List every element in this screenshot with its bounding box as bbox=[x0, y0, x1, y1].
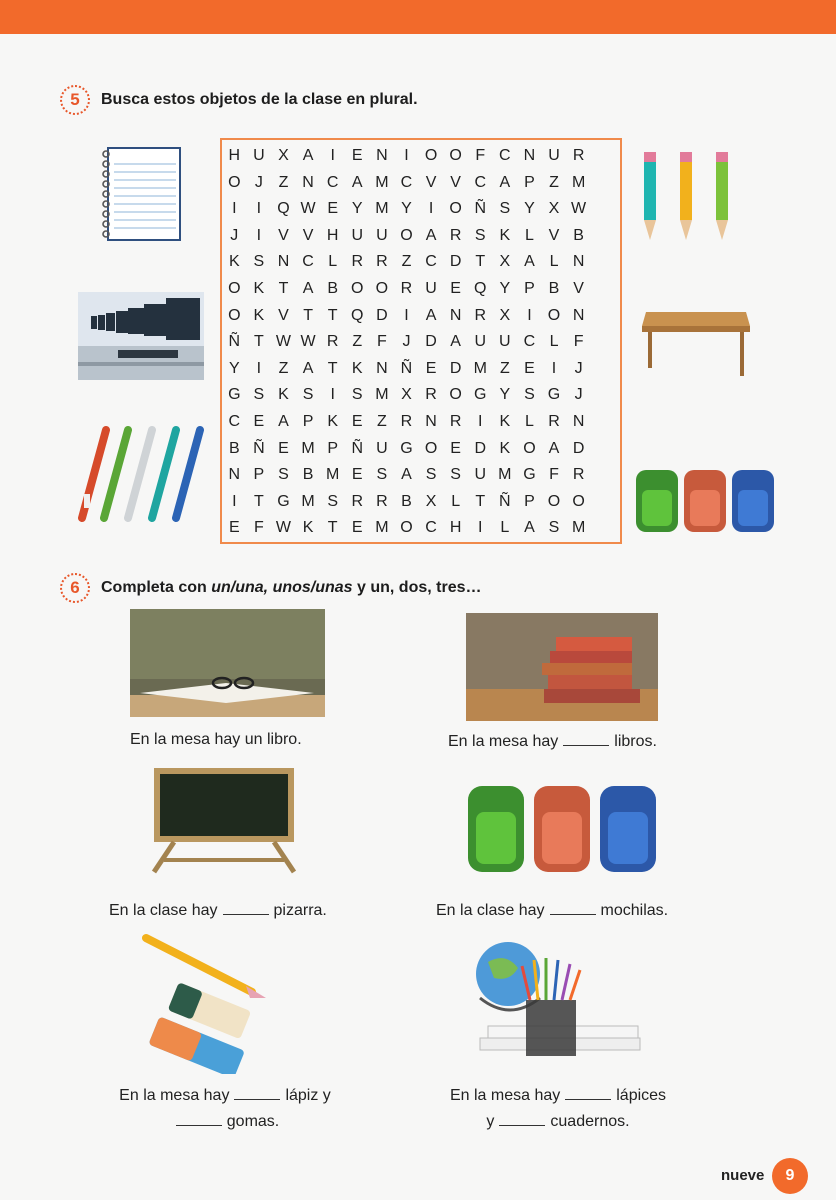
grid-letter[interactable]: Z bbox=[278, 359, 289, 377]
grid-letter[interactable]: S bbox=[474, 226, 486, 244]
grid-letter[interactable]: O bbox=[400, 226, 413, 244]
grid-letter[interactable]: N bbox=[572, 306, 585, 324]
grid-letter[interactable]: X bbox=[548, 200, 560, 218]
grid-letter[interactable]: P bbox=[253, 466, 265, 484]
sentence-2-before: En la mesa hay bbox=[448, 733, 559, 750]
grid-letter[interactable]: A bbox=[351, 173, 363, 191]
grid-letter[interactable]: U bbox=[499, 333, 511, 351]
grid-letter[interactable]: R bbox=[376, 253, 388, 271]
grid-letter[interactable]: A bbox=[302, 359, 314, 377]
grid-letter[interactable]: B bbox=[302, 466, 314, 484]
exercise-5-title: Busca estos objetos de la clase en plural. bbox=[101, 91, 418, 108]
grid-letter[interactable]: X bbox=[401, 386, 412, 404]
grid-letter[interactable]: L bbox=[524, 412, 534, 430]
grid-letter[interactable]: O bbox=[523, 439, 536, 457]
grid-letter[interactable]: P bbox=[524, 492, 535, 510]
grid-letter[interactable]: I bbox=[330, 147, 335, 164]
grid-letter[interactable]: A bbox=[278, 412, 289, 430]
grid-letter[interactable]: N bbox=[425, 412, 437, 430]
grid-letter[interactable]: Ñ bbox=[351, 439, 364, 457]
grid-letter[interactable]: Y bbox=[499, 386, 511, 404]
sentence-2 bbox=[448, 729, 688, 755]
grid-letter[interactable]: V bbox=[450, 173, 461, 191]
grid-letter[interactable]: C bbox=[523, 333, 536, 351]
grid-letter[interactable]: J bbox=[574, 386, 583, 404]
grid-letter[interactable]: O bbox=[375, 279, 389, 297]
grid-letter[interactable]: U bbox=[425, 279, 437, 297]
grid-letter[interactable]: Y bbox=[401, 200, 412, 218]
globe-pencils-photo bbox=[468, 938, 648, 1066]
grid-letter[interactable]: T bbox=[303, 306, 313, 324]
grid-letter[interactable]: Ñ bbox=[400, 359, 413, 377]
grid-letter[interactable]: Q bbox=[474, 279, 487, 297]
sentence-5-blank-2[interactable] bbox=[176, 1111, 222, 1126]
grid-letter[interactable]: Y bbox=[228, 359, 240, 377]
grid-letter[interactable]: A bbox=[524, 253, 535, 271]
grid-letter[interactable]: G bbox=[523, 466, 536, 484]
grid-letter[interactable]: T bbox=[254, 333, 264, 351]
backpacks-picture bbox=[632, 460, 778, 536]
grid-row bbox=[222, 303, 620, 330]
sentence-3-after: pizarra. bbox=[273, 902, 327, 919]
grid-letter[interactable]: M bbox=[375, 173, 389, 191]
grid-letter[interactable]: X bbox=[499, 306, 511, 324]
grid-letter[interactable]: S bbox=[327, 492, 338, 510]
grid-row bbox=[222, 436, 620, 463]
grid-row bbox=[222, 170, 620, 197]
grid-letter[interactable]: M bbox=[571, 173, 586, 191]
sentence-1 bbox=[130, 727, 335, 753]
grid-letter[interactable]: C bbox=[228, 412, 241, 430]
grid-row bbox=[222, 143, 620, 170]
grid-letter[interactable]: N bbox=[228, 466, 241, 484]
exercise-6-title-prefix: Completa con bbox=[101, 579, 212, 596]
grid-letter[interactable]: I bbox=[256, 359, 262, 377]
grid-letter[interactable]: H bbox=[326, 226, 339, 244]
exercise-6-number: 6 bbox=[60, 573, 90, 603]
grid-letter[interactable]: S bbox=[302, 386, 314, 404]
grid-letter[interactable]: K bbox=[327, 412, 338, 430]
grid-letter[interactable]: I bbox=[527, 306, 532, 324]
grid-letter[interactable]: X bbox=[278, 147, 289, 164]
grid-letter[interactable]: C bbox=[302, 253, 314, 271]
grid-letter[interactable]: K bbox=[278, 386, 289, 404]
grid-row bbox=[222, 223, 620, 250]
grid-letter[interactable]: I bbox=[478, 412, 483, 430]
sentence-5-after: lápiz y bbox=[285, 1087, 331, 1104]
grid-letter[interactable]: N bbox=[302, 173, 314, 191]
grid-letter[interactable]: T bbox=[254, 492, 264, 510]
grid-letter[interactable]: G bbox=[474, 386, 487, 404]
grid-letter[interactable]: V bbox=[425, 173, 437, 191]
grid-letter[interactable]: H bbox=[228, 147, 241, 164]
sentence-5-line-1 bbox=[100, 1083, 350, 1109]
grid-letter[interactable]: E bbox=[450, 439, 461, 457]
grid-letter[interactable]: T bbox=[327, 306, 338, 324]
grid-letter[interactable]: G bbox=[547, 386, 561, 404]
grid-letter[interactable]: S bbox=[278, 466, 289, 484]
grid-letter[interactable]: W bbox=[300, 333, 316, 351]
pencils-picture bbox=[636, 148, 748, 244]
grid-letter[interactable]: E bbox=[228, 519, 240, 537]
grid-letter[interactable]: Z bbox=[352, 333, 363, 351]
grid-letter[interactable]: F bbox=[475, 147, 486, 164]
grid-letter[interactable]: L bbox=[451, 492, 461, 510]
grid-letter[interactable]: F bbox=[376, 333, 387, 351]
sentence-6-before: En la mesa hay bbox=[449, 1087, 561, 1104]
grid-letter[interactable]: C bbox=[499, 147, 511, 164]
grid-letter[interactable]: K bbox=[253, 279, 265, 297]
sentence-4-after: mochilas. bbox=[600, 902, 669, 919]
grid-letter[interactable]: L bbox=[549, 333, 559, 351]
sentence-2-after: libros. bbox=[614, 733, 657, 750]
grid-letter[interactable]: A bbox=[302, 147, 314, 164]
grid-letter[interactable]: E bbox=[253, 412, 265, 430]
grid-letter[interactable]: N bbox=[572, 253, 585, 271]
grid-letter[interactable]: I bbox=[232, 200, 237, 218]
grid-letter[interactable]: G bbox=[277, 492, 290, 510]
grid-letter[interactable]: N bbox=[277, 253, 290, 271]
grid-letter[interactable]: V bbox=[278, 226, 289, 244]
grid-letter[interactable]: C bbox=[425, 519, 437, 537]
sentence-1-text: En la mesa hay un libro. bbox=[130, 731, 302, 748]
grid-letter[interactable]: E bbox=[425, 359, 437, 377]
grid-letter[interactable]: U bbox=[376, 226, 388, 244]
grid-letter[interactable]: J bbox=[574, 359, 583, 377]
grid-letter[interactable]: A bbox=[499, 173, 511, 191]
sentence-5-line-2-after: gomas. bbox=[226, 1113, 280, 1130]
grid-letter[interactable]: T bbox=[278, 279, 289, 297]
grid-letter[interactable]: B bbox=[327, 279, 338, 297]
grid-letter[interactable]: Y bbox=[524, 200, 535, 218]
grid-letter[interactable]: I bbox=[256, 226, 262, 244]
grid-letter[interactable]: N bbox=[449, 306, 462, 324]
grid-letter[interactable]: T bbox=[475, 253, 486, 271]
grid-letter[interactable]: Y bbox=[499, 279, 511, 297]
grid-row bbox=[222, 196, 620, 223]
sentence-6-line-2-before: y bbox=[486, 1113, 495, 1130]
grid-letter[interactable]: E bbox=[351, 466, 363, 484]
grid-letter[interactable]: O bbox=[449, 200, 462, 218]
grid-row bbox=[222, 249, 620, 276]
sentence-6-line-2 bbox=[430, 1109, 686, 1135]
sentence-4-blank[interactable] bbox=[550, 900, 596, 915]
exercise-6-title-suffix: y un, dos, tres… bbox=[352, 579, 482, 596]
grid-letter[interactable]: B bbox=[401, 492, 412, 510]
exercise-6-title-italic: un/una, unos/unas bbox=[211, 579, 353, 596]
grid-letter[interactable]: P bbox=[524, 279, 535, 297]
grid-letter[interactable]: R bbox=[572, 147, 585, 164]
word-search-grid bbox=[220, 138, 622, 544]
grid-letter[interactable]: R bbox=[351, 253, 364, 271]
grid-letter[interactable]: U bbox=[351, 226, 364, 244]
sentence-5-blank-1[interactable] bbox=[234, 1085, 280, 1100]
grid-letter[interactable]: M bbox=[473, 359, 487, 377]
sentence-6-blank-1[interactable] bbox=[565, 1085, 611, 1100]
grid-letter[interactable]: J bbox=[254, 173, 263, 191]
grid-row bbox=[222, 382, 620, 409]
grid-letter[interactable]: U bbox=[474, 466, 487, 484]
sentence-5 bbox=[100, 1083, 350, 1135]
sentence-2-blank[interactable] bbox=[563, 731, 609, 746]
grid-letter[interactable]: I bbox=[330, 386, 335, 404]
grid-letter[interactable]: B bbox=[573, 226, 584, 244]
grid-letter[interactable]: S bbox=[450, 466, 461, 484]
grid-letter[interactable]: Y bbox=[351, 200, 363, 218]
grid-row bbox=[222, 356, 620, 383]
grid-letter[interactable]: X bbox=[425, 492, 437, 510]
grid-letter[interactable]: L bbox=[524, 226, 534, 244]
grid-letter[interactable]: I bbox=[428, 200, 434, 218]
grid-letter[interactable]: R bbox=[425, 386, 437, 404]
grid-letter[interactable]: S bbox=[253, 253, 265, 271]
grid-letter[interactable]: K bbox=[253, 306, 265, 324]
grid-letter[interactable]: D bbox=[376, 306, 388, 324]
grid-letter[interactable]: G bbox=[228, 386, 241, 404]
grid-letter[interactable]: R bbox=[400, 279, 413, 297]
grid-letter[interactable]: R bbox=[449, 412, 462, 430]
grid-letter[interactable]: T bbox=[327, 359, 338, 377]
grid-letter[interactable]: Ñ bbox=[499, 492, 511, 510]
grid-letter[interactable]: R bbox=[572, 466, 585, 484]
grid-letter[interactable]: M bbox=[301, 439, 315, 457]
grid-letter[interactable]: M bbox=[301, 492, 315, 510]
grid-letter[interactable]: E bbox=[351, 147, 363, 164]
grid-letter[interactable]: S bbox=[548, 519, 560, 537]
grid-letter[interactable]: M bbox=[326, 466, 340, 484]
table-picture bbox=[638, 308, 754, 382]
grid-letter[interactable]: F bbox=[573, 333, 584, 351]
grid-letter[interactable]: R bbox=[376, 492, 388, 510]
grid-letter[interactable]: E bbox=[351, 519, 363, 537]
page-number-word: nueve bbox=[721, 1167, 765, 1184]
grid-letter[interactable]: N bbox=[523, 147, 536, 164]
grid-letter[interactable]: F bbox=[549, 466, 559, 484]
grid-letter[interactable]: T bbox=[327, 519, 338, 537]
grid-letter[interactable]: T bbox=[475, 492, 486, 510]
sentence-5-before: En la mesa hay bbox=[119, 1087, 230, 1104]
grid-letter[interactable]: D bbox=[425, 333, 437, 351]
grid-letter[interactable]: O bbox=[547, 306, 561, 324]
grid-letter[interactable]: I bbox=[404, 147, 409, 164]
grid-letter[interactable]: E bbox=[450, 279, 461, 297]
grid-letter[interactable]: P bbox=[327, 439, 338, 457]
grid-letter[interactable]: R bbox=[449, 226, 462, 244]
grid-letter[interactable]: E bbox=[351, 412, 363, 430]
grid-letter[interactable]: Z bbox=[499, 359, 510, 377]
grid-letter[interactable]: S bbox=[499, 200, 511, 218]
grid-letter[interactable]: Z bbox=[376, 412, 387, 430]
grid-letter[interactable]: E bbox=[327, 200, 338, 218]
grid-letter[interactable]: Ñ bbox=[228, 333, 241, 351]
grid-letter[interactable]: A bbox=[524, 519, 535, 537]
grid-letter[interactable]: A bbox=[425, 226, 437, 244]
grid-letter[interactable]: C bbox=[326, 173, 339, 191]
grid-letter[interactable]: R bbox=[548, 412, 560, 430]
grid-letter[interactable]: S bbox=[351, 386, 363, 404]
grid-letter[interactable]: I bbox=[256, 200, 262, 218]
grid-letter[interactable]: K bbox=[302, 519, 314, 537]
grid-letter[interactable]: O bbox=[351, 279, 364, 297]
grid-letter[interactable]: Z bbox=[401, 253, 412, 271]
grid-letter[interactable]: B bbox=[228, 439, 240, 457]
grid-letter[interactable]: P bbox=[302, 412, 314, 430]
grid-letter[interactable]: U bbox=[376, 439, 388, 457]
grid-letter[interactable]: G bbox=[400, 439, 413, 457]
grid-letter[interactable]: E bbox=[524, 359, 535, 377]
grid-letter[interactable]: K bbox=[499, 439, 511, 457]
grid-letter[interactable]: M bbox=[498, 466, 512, 484]
grid-row bbox=[222, 329, 620, 356]
grid-letter[interactable]: M bbox=[375, 200, 389, 218]
grid-letter[interactable]: K bbox=[351, 359, 363, 377]
grid-letter[interactable]: J bbox=[402, 333, 411, 351]
pencil-erasers-photo bbox=[140, 932, 275, 1074]
grid-letter[interactable]: O bbox=[424, 439, 438, 457]
grid-letter[interactable]: U bbox=[474, 333, 487, 351]
grid-letter[interactable]: A bbox=[425, 306, 437, 324]
grid-letter[interactable]: L bbox=[549, 253, 559, 271]
grid-letter[interactable]: O bbox=[449, 386, 462, 404]
grid-letter[interactable]: N bbox=[376, 147, 388, 164]
grid-letter[interactable]: D bbox=[474, 439, 487, 457]
grid-letter[interactable]: W bbox=[275, 519, 292, 537]
grid-letter[interactable]: O bbox=[400, 519, 413, 537]
grid-letter[interactable]: H bbox=[449, 519, 462, 537]
grid-letter[interactable]: Q bbox=[277, 200, 290, 218]
grid-letter[interactable]: S bbox=[425, 466, 437, 484]
grid-letter[interactable]: W bbox=[300, 200, 316, 218]
grid-row bbox=[222, 462, 620, 489]
grid-letter[interactable]: C bbox=[400, 173, 413, 191]
grid-letter[interactable]: V bbox=[548, 226, 560, 244]
grid-letter[interactable]: W bbox=[275, 333, 292, 351]
books-stack-photo bbox=[466, 613, 658, 721]
grid-letter[interactable]: I bbox=[232, 492, 237, 510]
grid-letter[interactable]: V bbox=[302, 226, 314, 244]
grid-letter[interactable]: R bbox=[326, 333, 339, 351]
exercise-6-title bbox=[101, 579, 482, 597]
pens-picture bbox=[76, 424, 206, 524]
grid-letter[interactable]: K bbox=[499, 226, 511, 244]
grid-letter[interactable]: W bbox=[571, 200, 587, 218]
blackboard-photo bbox=[144, 764, 304, 876]
grid-letter[interactable]: Q bbox=[351, 306, 364, 324]
grid-letter[interactable]: S bbox=[376, 466, 388, 484]
grid-row bbox=[222, 515, 620, 542]
open-book-photo bbox=[130, 609, 325, 717]
sentence-4 bbox=[436, 898, 696, 924]
grid-row bbox=[222, 276, 620, 303]
grid-letter[interactable]: I bbox=[551, 359, 557, 377]
sentence-6-line-2-after: cuadernos. bbox=[550, 1113, 630, 1130]
grid-letter[interactable]: D bbox=[449, 359, 462, 377]
grid-letter[interactable]: R bbox=[474, 306, 487, 324]
grid-letter[interactable]: O bbox=[228, 279, 241, 297]
grid-letter[interactable]: V bbox=[573, 279, 584, 297]
sentence-6 bbox=[430, 1083, 686, 1135]
top-color-band bbox=[0, 0, 836, 34]
grid-letter[interactable]: B bbox=[548, 279, 560, 297]
grid-letter[interactable]: I bbox=[404, 306, 409, 324]
grid-letter[interactable]: A bbox=[450, 333, 461, 351]
grid-letter[interactable]: K bbox=[228, 253, 240, 271]
sentence-3-before: En la clase hay bbox=[109, 902, 218, 919]
grid-letter[interactable]: O bbox=[547, 492, 561, 510]
grid-letter[interactable]: V bbox=[278, 306, 289, 324]
computers-picture bbox=[78, 292, 204, 380]
grid-letter[interactable]: A bbox=[302, 279, 314, 297]
sentence-3-blank[interactable] bbox=[223, 900, 269, 915]
grid-letter[interactable]: X bbox=[499, 253, 511, 271]
notebook-picture bbox=[100, 144, 184, 244]
grid-letter[interactable]: F bbox=[254, 519, 264, 537]
grid-letter[interactable]: E bbox=[278, 439, 289, 457]
grid-letter[interactable]: O bbox=[449, 147, 462, 164]
grid-row bbox=[222, 489, 620, 516]
grid-letter[interactable]: U bbox=[253, 147, 265, 164]
sentence-4-before: En la clase hay bbox=[436, 902, 545, 919]
grid-letter[interactable]: R bbox=[400, 412, 413, 430]
grid-letter[interactable]: U bbox=[548, 147, 560, 164]
backpacks-photo bbox=[464, 776, 660, 876]
grid-letter[interactable]: C bbox=[474, 173, 487, 191]
grid-letter[interactable]: L bbox=[328, 253, 338, 271]
grid-letter[interactable]: N bbox=[572, 412, 585, 430]
grid-letter[interactable]: O bbox=[572, 492, 585, 510]
grid-letter[interactable]: K bbox=[499, 412, 511, 430]
grid-letter[interactable]: P bbox=[524, 173, 535, 191]
grid-letter[interactable]: S bbox=[253, 386, 265, 404]
sentence-3 bbox=[109, 898, 359, 924]
sentence-5-line-2 bbox=[100, 1109, 350, 1135]
grid-letter[interactable]: O bbox=[424, 147, 438, 164]
sentence-6-blank-2[interactable] bbox=[499, 1111, 545, 1126]
grid-letter[interactable]: A bbox=[548, 439, 560, 457]
grid-letter[interactable]: Ñ bbox=[253, 439, 265, 457]
grid-letter[interactable]: M bbox=[375, 386, 389, 404]
grid-letter[interactable]: C bbox=[425, 253, 437, 271]
grid-letter[interactable]: M bbox=[571, 519, 586, 537]
grid-letter[interactable]: Z bbox=[278, 173, 289, 191]
grid-letter[interactable]: O bbox=[228, 306, 241, 324]
page-number-badge: 9 bbox=[772, 1158, 808, 1194]
grid-letter[interactable]: S bbox=[524, 386, 535, 404]
sentence-6-line-1 bbox=[430, 1083, 686, 1109]
sentence-6-after: lápices bbox=[616, 1087, 667, 1104]
grid-letter[interactable]: D bbox=[449, 253, 462, 271]
grid-row bbox=[222, 409, 620, 436]
exercise-5-number: 5 bbox=[60, 85, 90, 115]
grid-letter[interactable]: N bbox=[376, 359, 388, 377]
grid-letter[interactable]: I bbox=[478, 519, 483, 537]
grid-letter[interactable]: A bbox=[401, 466, 412, 484]
grid-letter[interactable]: J bbox=[230, 226, 239, 244]
grid-letter[interactable]: L bbox=[500, 519, 510, 537]
grid-letter[interactable]: O bbox=[228, 173, 241, 191]
grid-letter[interactable]: Ñ bbox=[474, 200, 487, 218]
grid-letter[interactable]: D bbox=[572, 439, 585, 457]
grid-letter[interactable]: M bbox=[375, 519, 389, 537]
grid-letter[interactable]: Z bbox=[549, 173, 559, 191]
grid-letter[interactable]: R bbox=[351, 492, 364, 510]
